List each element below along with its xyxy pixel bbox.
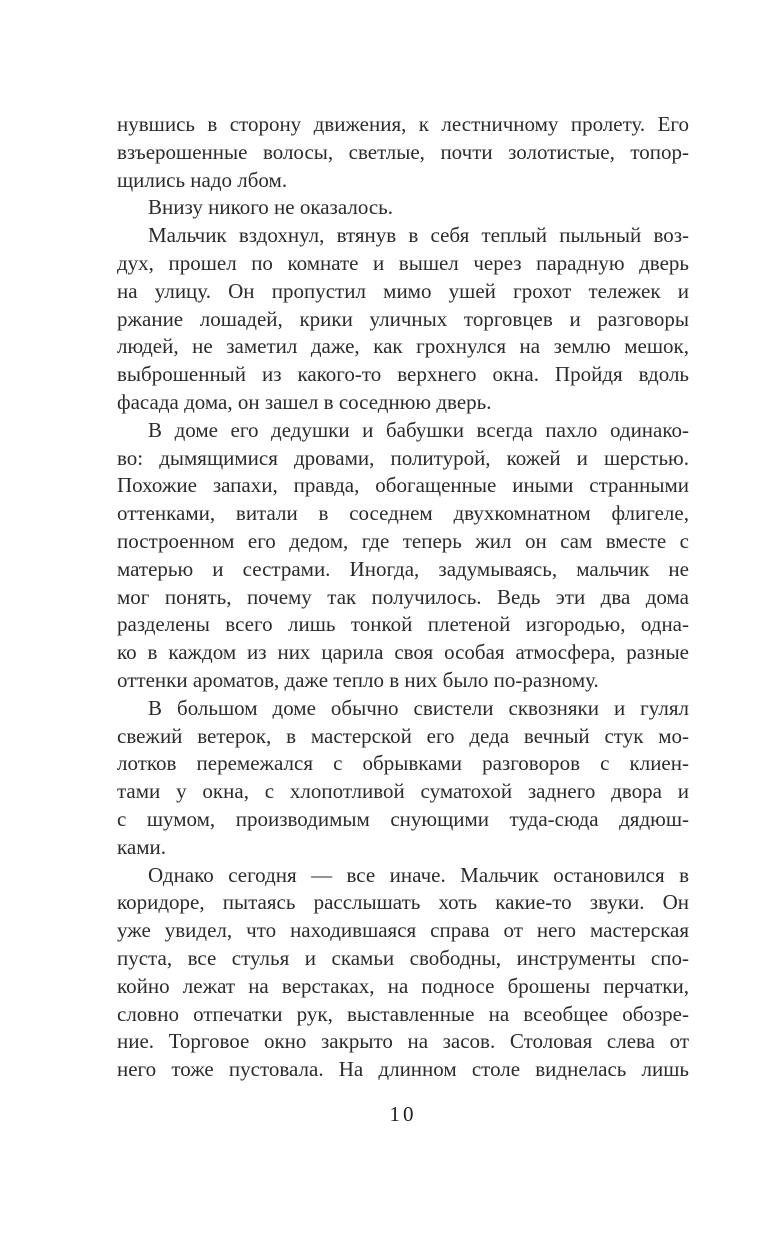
text-line: взъерошенные волосы, светлые, почти золотистые, топор- xyxy=(117,139,689,164)
text-line: лотков перемежался с обрывками разговоров с клиен- xyxy=(117,751,689,776)
text-line: людей, не заметил даже, как грохнулся на землю мешок, xyxy=(117,334,689,359)
text-line: фасада дома, он зашел в соседнюю дверь. xyxy=(117,389,492,414)
text-line: него тоже пустовала. На длинном столе виднелась лишь xyxy=(117,1057,689,1082)
text-line: ние. Торговое окно закрыто на засов. Столовая слева от xyxy=(117,1029,689,1054)
text-line: выброшенный из какого-то верхнего окна. Пройдя вдоль xyxy=(117,362,689,387)
text-line: оттенками, витали в соседнем двухкомнатном флигеле, xyxy=(117,501,689,526)
text-line: В большом доме обычно свистели сквозняки и гулял xyxy=(148,695,689,720)
text-line: дух, прошел по комнате и вышел через парадную дверь xyxy=(117,250,689,275)
paragraph xyxy=(117,111,689,194)
paragraph xyxy=(117,695,689,862)
text-line: словно отпечатки рук, выставленные на всеобщее обозре- xyxy=(117,1001,689,1026)
text-line: тами у окна, с хлопотливой суматохой заднего двора и xyxy=(117,779,689,804)
text-line: пуста, все стулья и скамьи свободны, инструменты спо- xyxy=(117,945,689,970)
text-line: оттенки ароматов, даже тепло в них было по-разному. xyxy=(117,667,599,692)
text-line: ко в каждом из них царила своя особая атмосфера, разные xyxy=(117,640,689,665)
text-block xyxy=(117,111,689,1084)
text-line: свежий ветерок, в мастерской его деда вечный стук мо- xyxy=(117,723,689,748)
text-line: Внизу никого не оказалось. xyxy=(148,195,394,220)
text-line: уже увидел, что находившаяся справа от него мастерская xyxy=(117,918,689,943)
text-line: мог понять, почему так получилось. Ведь эти два дома xyxy=(117,584,689,609)
paragraph xyxy=(117,417,689,695)
paragraph xyxy=(117,862,689,1084)
text-line: с шумом, производимым снующими туда-сюда дядюш- xyxy=(117,806,689,831)
text-line: Мальчик вздохнул, втянув в себя теплый пыльный воз- xyxy=(148,223,689,248)
text-line: ками. xyxy=(117,834,166,859)
text-line: ржание лошадей, крики уличных торговцев и разговоры xyxy=(117,306,689,331)
text-line: нувшись в сторону движения, к лестничному пролету. Его xyxy=(117,112,689,136)
text-line: на улицу. Он пропустил мимо ушей грохот тележек и xyxy=(117,278,689,303)
text-line: щились надо лбом. xyxy=(117,167,288,192)
page-number: 10 xyxy=(389,1102,417,1126)
paragraph xyxy=(117,194,689,222)
text-line: во: дымящимися дровами, политурой, кожей и шерстью. xyxy=(117,445,689,470)
text-line: койно лежат на верстаках, на подносе брошены перчатки, xyxy=(117,973,689,998)
text-line: матерью и сестрами. Иногда, задумываясь, мальчик не xyxy=(117,556,689,581)
text-line: В доме его дедушки и бабушки всегда пахло одинако- xyxy=(148,417,689,442)
text-line: построенном его дедом, где теперь жил он сам вместе с xyxy=(117,528,689,553)
text-line: Похожие запахи, правда, обогащенные иными странными xyxy=(117,473,689,498)
text-line: коридоре, пытаясь расслышать хоть какие-то звуки. Он xyxy=(117,890,689,915)
paragraph xyxy=(117,222,689,417)
text-line: разделены всего лишь тонкой плетеной изгородью, одна- xyxy=(117,612,689,637)
text-line: Однако сегодня — все иначе. Мальчик остановился в xyxy=(148,862,689,887)
